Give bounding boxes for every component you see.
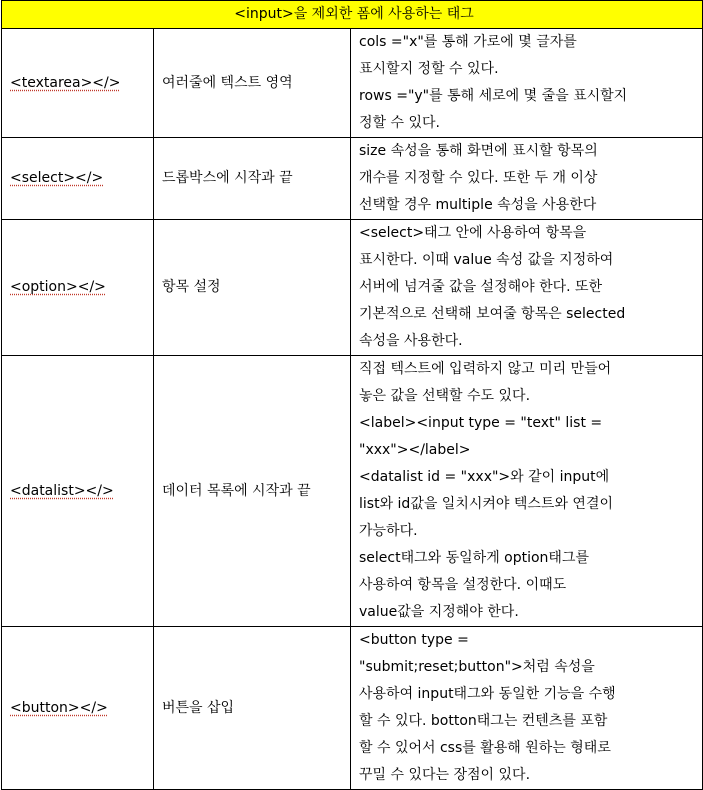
- table-row: [2, 138, 703, 220]
- table-row: [2, 356, 703, 627]
- description-line: 놓은 값을 선택할 수도 있다.: [359, 388, 531, 404]
- tag-name: <button></>: [10, 699, 108, 716]
- description-line: 할 수 있다. botton태그는 컨텐츠를 포함: [359, 713, 608, 729]
- description-cell: [351, 220, 703, 356]
- description-line: select태그와 동일하게 option태그를: [359, 550, 590, 566]
- form-tags-table: [1, 0, 703, 790]
- description-line: list와 id값을 일치시켜야 텍스트와 연결이: [359, 496, 613, 512]
- description-line: <label><input type = "text" list =: [359, 415, 603, 431]
- tag-cell: [2, 627, 154, 790]
- meaning-cell: 드롭박스에 시작과 끝: [154, 138, 351, 220]
- description-line: 기본적으로 선택해 보여줄 항목은 selected: [359, 306, 626, 322]
- table-row: [2, 29, 703, 138]
- meaning-cell: 여러줄에 텍스트 영역: [154, 29, 351, 138]
- description-line: <select>태그 안에 사용하여 항목을: [359, 225, 587, 241]
- tag-name: <option></>: [10, 279, 106, 295]
- tag-cell: [2, 29, 154, 138]
- table-row: [2, 627, 703, 790]
- meaning-cell: 데이터 목록에 시작과 끝: [154, 356, 351, 627]
- table-title: <input>을 제외한 폼에 사용하는 태그: [2, 1, 703, 29]
- description-line: cols ="x"를 통해 가로에 몇 글자를: [359, 34, 577, 50]
- description-line: 직접 텍스트에 입력하지 않고 미리 만들어: [359, 361, 612, 377]
- description-line: 선택할 경우 multiple 속성을 사용한다: [359, 197, 597, 213]
- description-cell: [351, 29, 703, 138]
- description-line: 서버에 넘겨줄 값을 설정해야 한다. 또한: [359, 279, 603, 295]
- description-cell: [351, 138, 703, 220]
- tag-name: <select></>: [10, 170, 104, 186]
- description-line: <datalist id = "xxx">와 같이 input에: [359, 469, 610, 485]
- description-line: rows ="y"를 통해 세로에 몇 줄을 표시할지: [359, 88, 628, 104]
- description-line: "xxx"></label>: [359, 442, 471, 458]
- description-line: 사용하여 항목을 설정한다. 이때도: [359, 577, 567, 593]
- meaning-cell: 항목 설정: [154, 220, 351, 356]
- description-cell: [351, 356, 703, 627]
- meaning-cell: 버튼을 삽입: [154, 627, 351, 790]
- tag-cell: [2, 220, 154, 356]
- description-line: 할 수 있어서 css를 활용해 원하는 형태로: [359, 740, 611, 756]
- tag-name: <textarea></>: [10, 74, 121, 91]
- tag-cell: [2, 138, 154, 220]
- description-line: 정할 수 있다.: [359, 115, 440, 131]
- description-line: value값을 지정해야 한다.: [359, 604, 519, 620]
- description-line: 표시할지 정할 수 있다.: [359, 61, 499, 77]
- description-line: size 속성을 통해 화면에 표시할 항목의: [359, 143, 598, 159]
- table-title-row: [2, 1, 703, 29]
- tag-cell: [2, 356, 154, 627]
- description-line: 가능하다.: [359, 523, 418, 539]
- description-line: "submit;reset;button">처럼 속성을: [359, 659, 595, 675]
- tag-name: <datalist></>: [10, 482, 114, 499]
- description-line: 꾸밀 수 있다는 장점이 있다.: [359, 767, 531, 783]
- description-line: <button type =: [359, 632, 469, 648]
- description-line: 표시한다. 이때 value 속성 값을 지정하여: [359, 252, 614, 268]
- description-line: 개수를 지정할 수 있다. 또한 두 개 이상: [359, 170, 598, 186]
- description-line: 사용하여 input태그와 동일한 기능을 수행: [359, 686, 616, 702]
- description-cell: [351, 627, 703, 790]
- table-row: [2, 220, 703, 356]
- description-line: 속성을 사용한다.: [359, 333, 463, 349]
